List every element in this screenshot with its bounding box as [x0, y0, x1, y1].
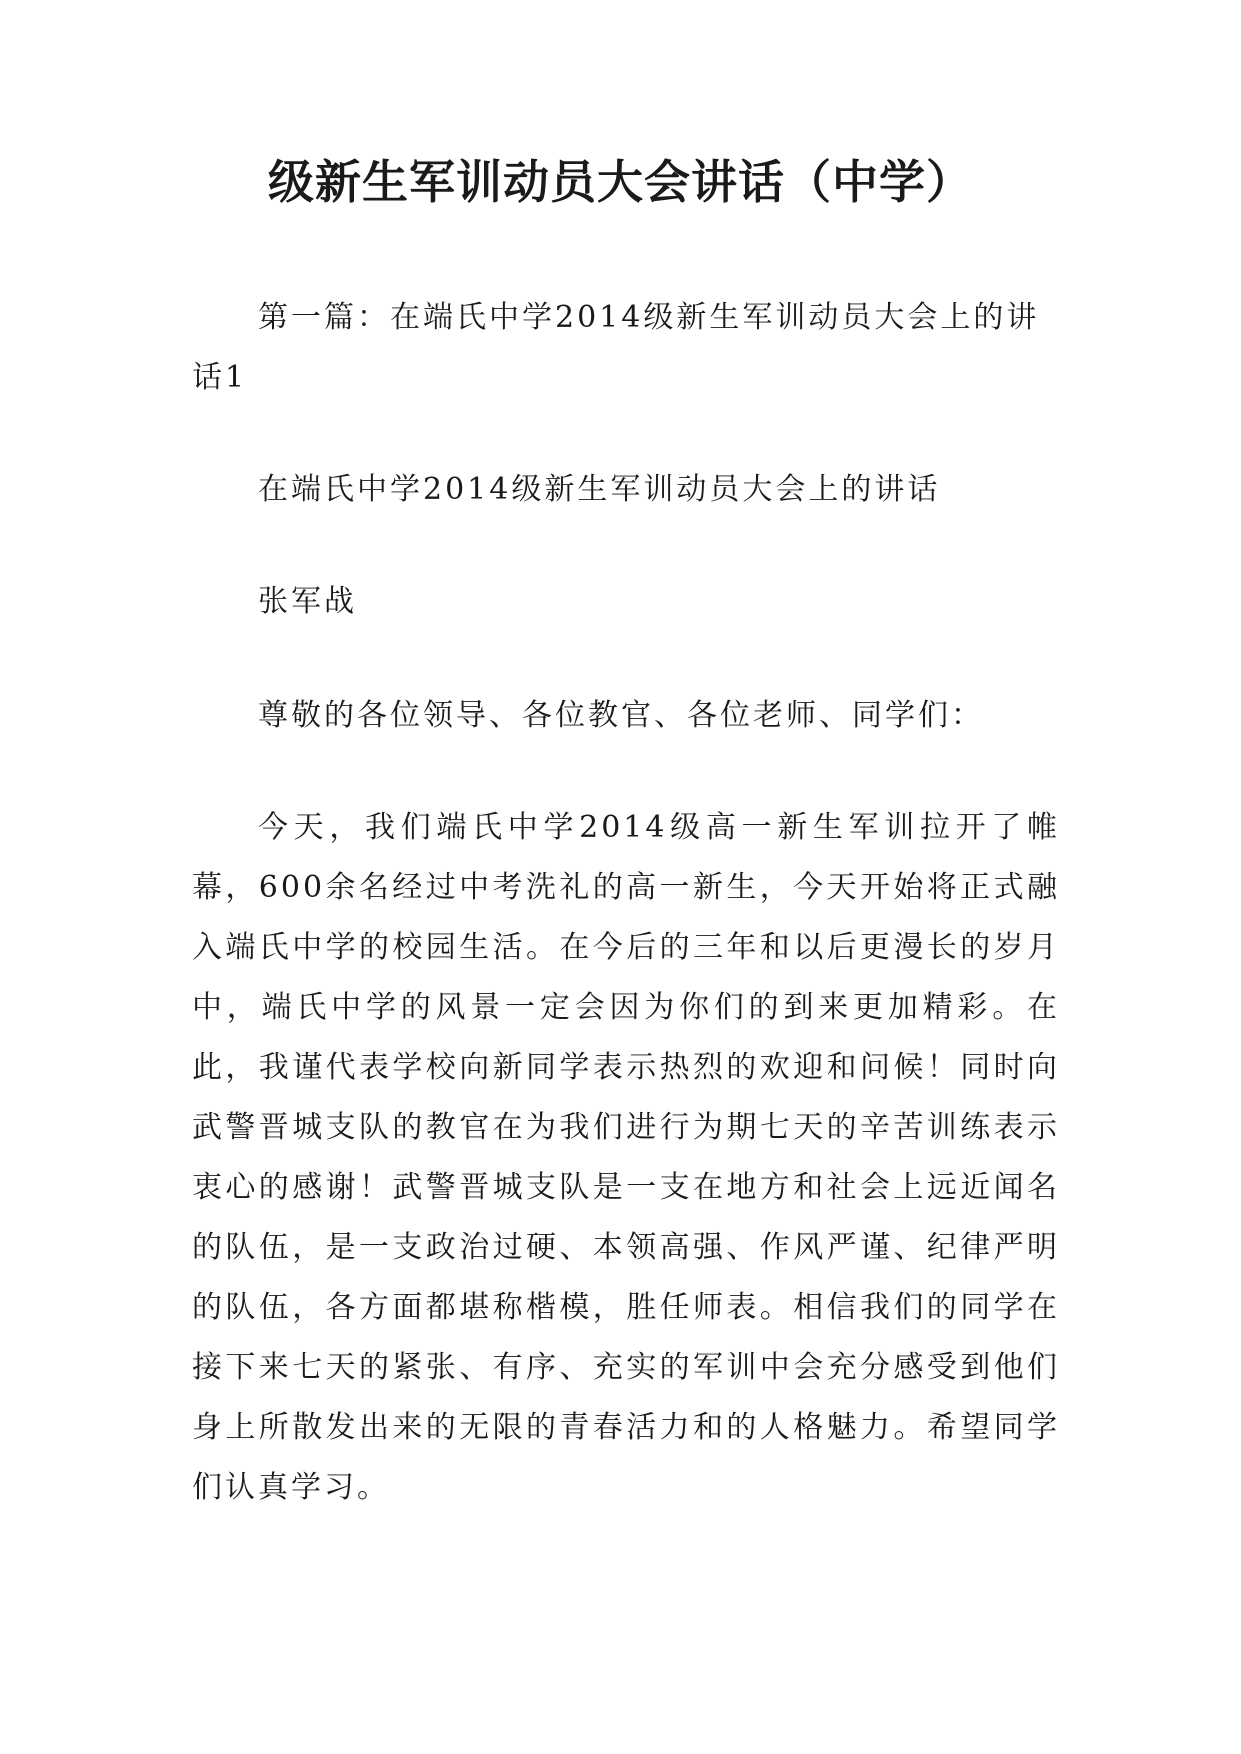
- section-heading: 第一篇：在端氏中学2014级新生军训动员大会上的讲话1: [192, 300, 1040, 395]
- body-paragraph: 今天，我们端氏中学2014级高一新生军训拉开了帷幕，600余名经过中考洗礼的高一新生，今天开始将正式融入端氏中学的校园生活。在今后的三年和以后更漫长的岁月中，端氏中学的风景一定会因为你们的到来更加精彩。在此，我谨代表学校向新同学表示热烈的欢迎和问候！同时向武警晋城支队的教官在为我们进行为期七天的辛苦训练表示衷心的感谢！武警晋城支队是一支在地方和社会上远近闻名的队伍，是一支政治过硬、本领高强、作风严谨、纪律严明的队伍，各方面都堪称楷模，胜任师表。相信我们的同学在接下来七天的紧张、有序、充实的军训中会充分感受到他们身上所散发出来的无限的青春活力和的人格魅力。希望同学们认真学习。: [192, 810, 1060, 1505]
- salutation: 尊敬的各位领导、各位教官、各位老师、同学们：: [258, 698, 984, 733]
- document-title: 级新生军训动员大会讲话（中学）: [268, 155, 973, 209]
- speaker-name: 张军战: [258, 584, 357, 619]
- speech-title: 在端氏中学2014级新生军训动员大会上的讲话: [258, 472, 941, 507]
